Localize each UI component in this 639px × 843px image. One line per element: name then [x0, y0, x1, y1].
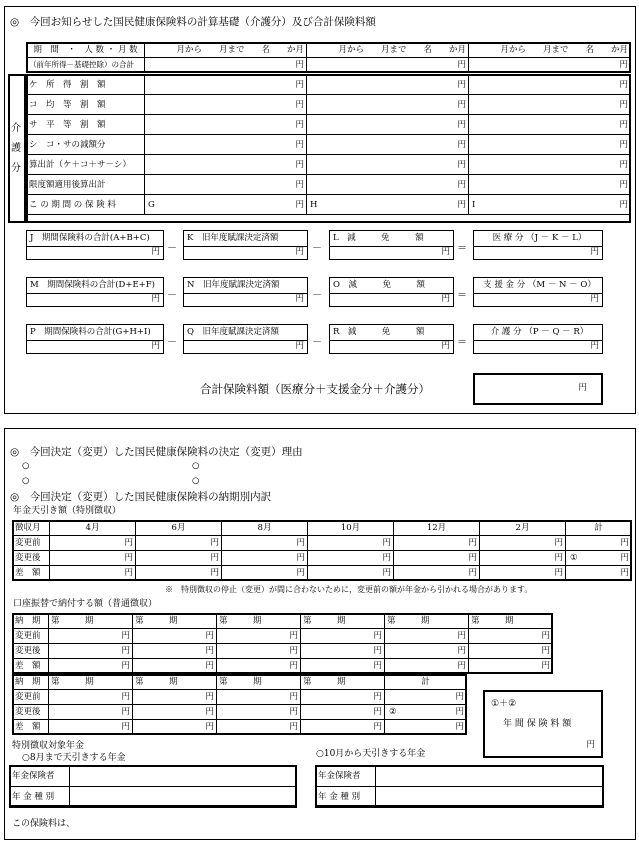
kaigo-side-3: 分 [11, 163, 21, 174]
kind-label: 年 金 種 別 [316, 787, 376, 808]
calc-box [183, 230, 308, 260]
yen-cell: 円 [301, 720, 385, 735]
yen-cell: 円 [136, 566, 222, 581]
calc-box [473, 324, 603, 354]
yen-cell: 円 [308, 551, 394, 566]
yen-cell: 円 [136, 551, 222, 566]
yen-cell: 円 [133, 659, 217, 674]
period-col-2: 月から 月まで 名 か月 [307, 43, 469, 58]
calc-box-label: N 旧年度賦課決定済額 [184, 278, 307, 294]
reason-circle-4: ○ [192, 476, 200, 486]
yen-cell: 円 [50, 536, 136, 551]
yen-cell: 円 [49, 705, 133, 720]
period-header: 第 期 [301, 614, 385, 629]
yen-cell: 円 [133, 629, 217, 644]
yen-unit: 円 [441, 341, 450, 351]
row-label: 変更前 [13, 629, 49, 644]
yen-cell: 円 [301, 629, 385, 644]
yen-cell: 円 [136, 536, 222, 551]
column-header: 10月 [308, 521, 394, 536]
yen-cell: 円 [469, 135, 631, 155]
yen-cell: 円 [394, 536, 480, 551]
kind-label: 年 金 種 別 [10, 787, 70, 808]
yen-cell: 円 [217, 659, 301, 674]
period-header: 第 期 [385, 614, 469, 629]
row-label: こ の 期 間 の 保 険 料 [27, 195, 145, 215]
pension-title: 年金天引き額（特別徴収） [13, 506, 122, 516]
pension-right-border [315, 765, 604, 807]
yen-unit: 円 [441, 247, 450, 257]
calc-box [473, 277, 603, 307]
reason-circle-2: ○ [192, 461, 200, 471]
yen-cell: 円 [222, 551, 308, 566]
kaigo-side-1: 介 [11, 123, 21, 134]
row-label: サ 平 等 割 額 [27, 115, 145, 135]
yen-cell: 円 [49, 644, 133, 659]
row-label: 変更前 [13, 690, 49, 705]
column-header: 2月 [480, 521, 566, 536]
yen-cell: 円 [133, 644, 217, 659]
yen-cell: 円 [301, 705, 385, 720]
pension-left-border [9, 765, 297, 807]
calc-box-label: 介 護 分 （P － Q － R） [474, 325, 602, 341]
column-header: 8月 [222, 521, 308, 536]
annual-premium-label: 年 間 保 険 料 額 [503, 719, 572, 729]
yen-unit: 円 [295, 199, 304, 210]
period-letter: G [148, 199, 155, 210]
yen-cell: 円 [217, 690, 301, 705]
yen-cell: 円 [217, 629, 301, 644]
bank-title: 口座振替で納付する額（普通徴収） [13, 599, 158, 609]
yen-unit: 円 [619, 199, 628, 210]
minus-sign: － [167, 243, 177, 254]
period-header: 第 期 [49, 614, 133, 629]
yen-cell: 円 [308, 536, 394, 551]
period-col-1: 月から 月まで 名 か月 [145, 43, 307, 58]
reason-title: ◎ 今回決定（変更）した国民健康保険料の決定（変更）理由 [10, 446, 303, 458]
row-label: コ 均 等 割 額 [27, 95, 145, 115]
total-header: 計 [385, 675, 467, 690]
yen-unit: 円 [151, 294, 160, 304]
yen-cell: 円 [566, 566, 632, 581]
calc-box-label: 支 援 金 分 （M － N － O） [474, 278, 602, 294]
calc-box-label: 医 療 分 （J － K － L） [474, 231, 602, 247]
yen-cell: 円 [49, 720, 133, 735]
yen-unit: 円 [590, 247, 599, 257]
annual-sum-label: ①＋② [491, 699, 517, 709]
calc-box [26, 324, 164, 354]
yen-cell: 円 [145, 95, 307, 115]
minus-sign: － [312, 290, 322, 301]
yen-cell: 円 [133, 690, 217, 705]
bank-table-2-border [12, 674, 467, 735]
premium-basis-title: ◎ 今回お知らせした国民健康保険料の計算基礎（介護分）及び合計保険料額 [10, 16, 376, 28]
period-header: 第 期 [469, 614, 553, 629]
target-pension-title: 特別徴収対象年金 [12, 741, 85, 751]
yen-cell: 円 [307, 115, 469, 135]
yen-cell: 円 [469, 115, 631, 135]
period-header: 第 期 [301, 675, 385, 690]
yen-unit: 円 [455, 707, 464, 717]
calc-box [26, 277, 164, 307]
row-label: ケ 所 得 割 額 [27, 75, 145, 95]
yen-cell: 円 [385, 690, 467, 705]
row-label: 変更後 [13, 705, 49, 720]
column-header: 4月 [50, 521, 136, 536]
yen-cell: 円 [145, 58, 307, 73]
kaigo-table-border [26, 74, 631, 223]
yen-unit: 円 [590, 294, 599, 304]
row-label: 変更後 [13, 644, 49, 659]
row-label: シ コ・サの減額分 [27, 135, 145, 155]
period-col-3: 月から 月まで 名 か月 [469, 43, 631, 58]
period-header: 第 期 [133, 675, 217, 690]
calc-box-label: K 旧年度賦課決定済額 [184, 231, 307, 247]
annual-premium-box [483, 690, 603, 758]
row-label: 差 額 [13, 720, 49, 735]
yen-cell: 円 [394, 566, 480, 581]
reason-circle-3: ○ [22, 476, 30, 486]
yen-cell: 円 [469, 58, 631, 73]
yen-unit: 円 [457, 199, 466, 210]
yen-cell: 円 [385, 659, 469, 674]
row-label: 差 額 [13, 659, 49, 674]
yen-cell: 円 [308, 566, 394, 581]
row-label: 差 額 [13, 566, 50, 581]
yen-cell: 円 [307, 135, 469, 155]
equals-sign: ＝ [457, 290, 467, 301]
row-label: 納 期 [13, 614, 49, 629]
yen-cell: 円 [480, 551, 566, 566]
row-label: 算出計（ケ＋コ＋サ－シ） [27, 155, 145, 175]
equals-sign: ＝ [457, 337, 467, 348]
yen-cell: 円 [307, 155, 469, 175]
yen-cell: 円 [49, 629, 133, 644]
bank-table-1-border [12, 613, 553, 674]
period-header: 第 期 [133, 614, 217, 629]
row-label: 納 期 [13, 675, 49, 690]
minus-sign: － [312, 243, 322, 254]
period-header: 第 期 [217, 614, 301, 629]
yen-cell: 円 [49, 659, 133, 674]
total-premium-label: 合計保険料額（医療分＋支援金分＋介護分） [200, 382, 430, 396]
yen-cell: 円 [480, 536, 566, 551]
yen-unit: 円 [295, 247, 304, 257]
minus-sign: － [312, 337, 322, 348]
footer-text: この保険料は、 [12, 819, 76, 829]
kaigo-side-2: 護 [11, 143, 21, 154]
calc-box [329, 230, 454, 260]
yen-cell: 円 [301, 659, 385, 674]
insurer-label: 年金保険者 [10, 766, 70, 787]
yen-unit: 円 [620, 553, 629, 563]
yen-cell: 円 [469, 75, 631, 95]
period-header-border [26, 42, 631, 73]
reason-circle-1: ○ [22, 461, 30, 471]
yen-cell: 円 [307, 175, 469, 195]
yen-cell: 円 [480, 566, 566, 581]
column-header: 6月 [136, 521, 222, 536]
calc-box-label: O 減 免 額 [330, 278, 453, 294]
breakdown-title: ◎ 今回決定（変更）した国民健康保険料の納期別内訳 [10, 491, 272, 503]
yen-cell: 円 [307, 58, 469, 73]
period-header-label: 期 間 ・ 人 数 ・ 月 数 [27, 43, 145, 58]
yen-cell: 円 [145, 175, 307, 195]
yen-cell: 円 [301, 644, 385, 659]
row-label: 変更後 [13, 551, 50, 566]
yen-cell: 円 [385, 644, 469, 659]
row-label: 変更前 [13, 536, 50, 551]
yen-unit: 円 [151, 341, 160, 351]
yen-cell: 円 [222, 566, 308, 581]
calc-box-label: P 期間保険料の合計(G+H+I) [27, 325, 163, 341]
yen-cell: 円 [133, 705, 217, 720]
yen-cell: 円 [307, 75, 469, 95]
mark-2: ② [389, 707, 397, 717]
calc-box [183, 324, 308, 354]
yen-cell: 円 [307, 95, 469, 115]
minus-sign: － [167, 290, 177, 301]
yen-unit: 円 [441, 294, 450, 304]
period-letter: I [472, 199, 476, 210]
yen-cell: 円 [145, 75, 307, 95]
from-oct-label: ○10月から天引きする年金 [316, 749, 426, 759]
yen-cell: 円 [301, 690, 385, 705]
calc-box-label: Q 旧年度賦課決定済額 [184, 325, 307, 341]
yen-cell: 円 [469, 644, 553, 659]
calc-box [329, 277, 454, 307]
calc-box-label: R 減 免 額 [330, 325, 453, 341]
yen-cell: 円 [145, 155, 307, 175]
period-header: 第 期 [49, 675, 133, 690]
yen-cell: 円 [217, 720, 301, 735]
yen-cell: 円 [385, 629, 469, 644]
column-header: 12月 [394, 521, 480, 536]
yen-cell: 円 [49, 690, 133, 705]
yen-unit: 円 [151, 247, 160, 257]
yen-unit: 円 [590, 341, 599, 351]
row-label: 限度額適用後算出計 [27, 175, 145, 195]
yen-cell: 円 [145, 115, 307, 135]
column-header: 徴収月 [13, 521, 50, 536]
yen-unit: 円 [295, 294, 304, 304]
yen-cell: 円 [50, 566, 136, 581]
yen-cell: 円 [469, 175, 631, 195]
yen-cell: 円 [469, 629, 553, 644]
equals-sign: ＝ [457, 243, 467, 254]
yen-cell: 円 [222, 536, 308, 551]
until-aug-label: ○8月まで天引きする年金 [22, 753, 126, 763]
yen-cell: 円 [50, 551, 136, 566]
calc-box-label: L 減 免 額 [330, 231, 453, 247]
yen-cell: 円 [566, 536, 632, 551]
calc-box [473, 230, 603, 260]
yen-cell: 円 [145, 135, 307, 155]
period-letter: H [310, 199, 318, 210]
calc-box-label: M 期間保険料の合計(D+E+F) [27, 278, 163, 294]
calc-box-label: J 期間保険料の合計(A+B+C) [27, 231, 163, 247]
yen-unit: 円 [586, 740, 595, 750]
calc-box [329, 324, 454, 354]
yen-cell: 円 [469, 155, 631, 175]
period-header: 第 期 [217, 675, 301, 690]
minus-sign: － [167, 337, 177, 348]
yen-cell: 円 [469, 95, 631, 115]
yen-unit: 円 [295, 341, 304, 351]
column-header: 計 [566, 521, 632, 536]
insurer-label: 年金保険者 [316, 766, 376, 787]
yen-cell: 円 [133, 720, 217, 735]
special-collection-note: ※ 特別徴収の停止（変更）が間に合わないために，変更前の額が年金から引かれる場合があります。 [165, 585, 533, 594]
yen-cell: 円 [385, 720, 467, 735]
total-premium-box [473, 373, 603, 405]
mark-1: ① [570, 553, 578, 563]
yen-cell: 円 [217, 644, 301, 659]
yen-cell: 円 [394, 551, 480, 566]
yen-cell: 円 [469, 659, 553, 674]
calc-box [183, 277, 308, 307]
calc-box [26, 230, 164, 260]
yen-unit: 円 [578, 383, 587, 393]
prev-income-label: （前年所得－基礎控除）の合計 [27, 58, 145, 73]
pension-table-border [12, 520, 632, 581]
yen-cell: 円 [217, 705, 301, 720]
